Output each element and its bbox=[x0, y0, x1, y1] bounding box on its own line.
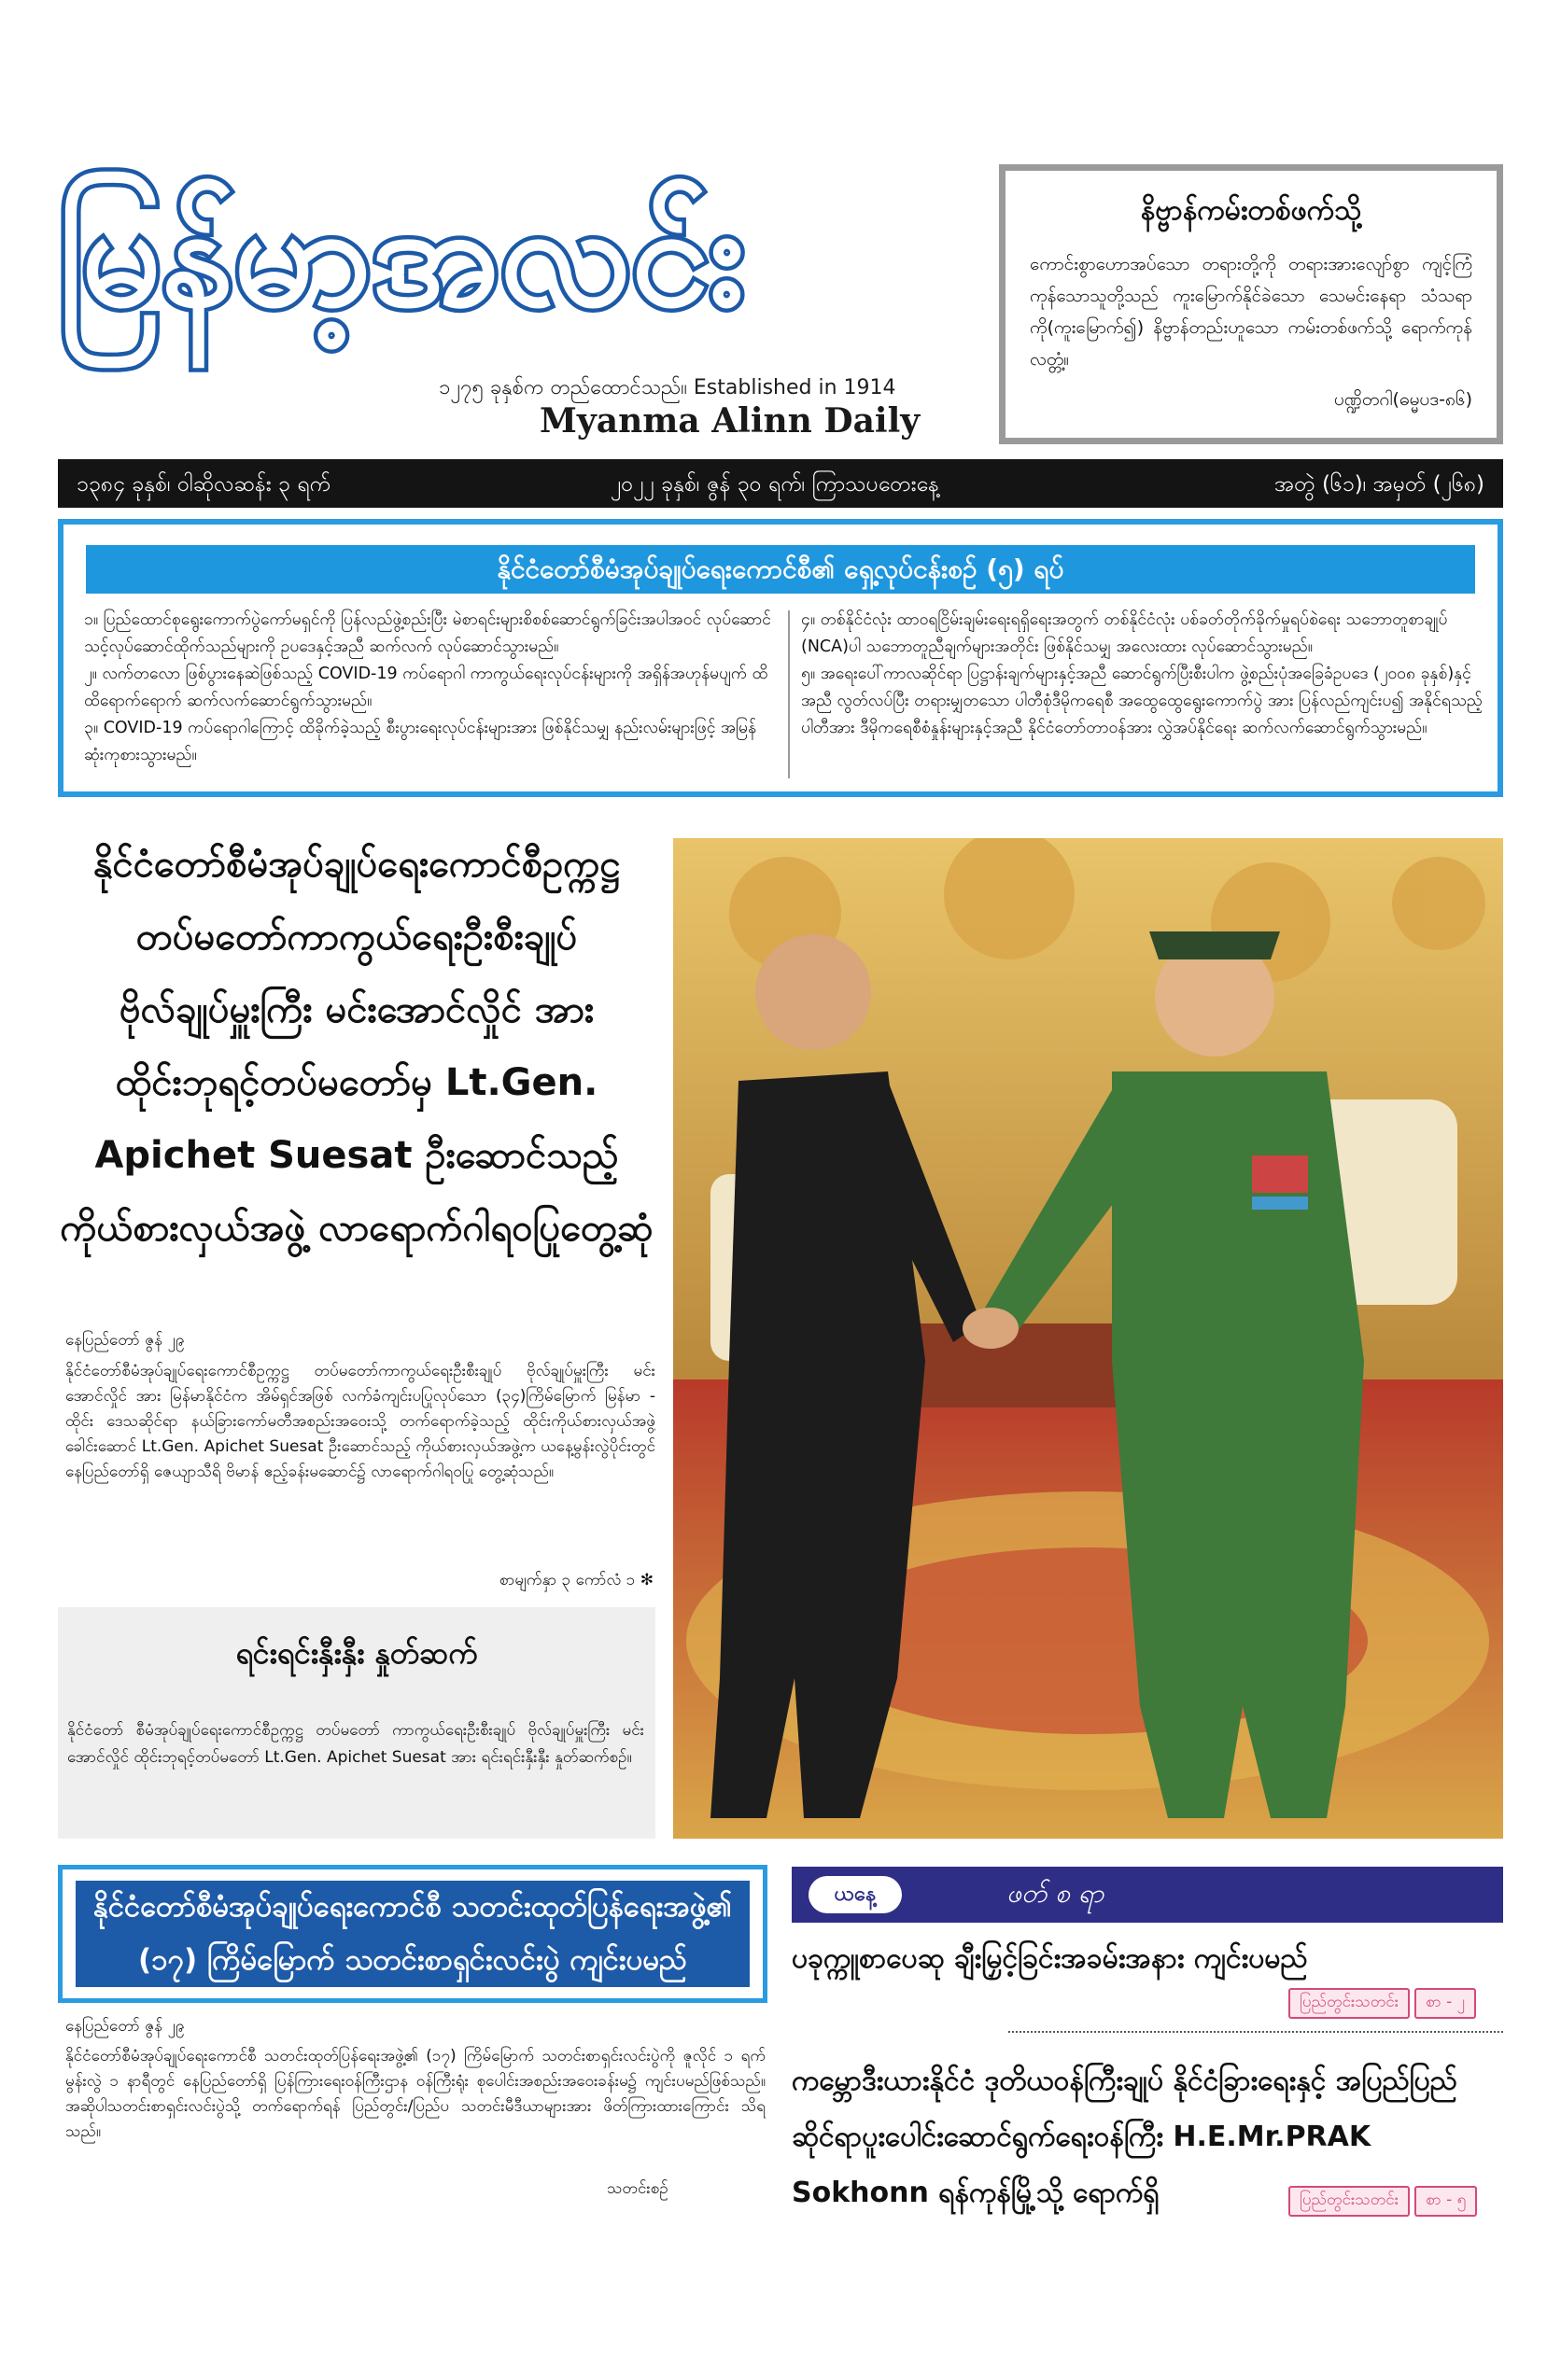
quote-text: ကောင်းစွာဟောအပ်သော တရားတို့ကို တရားအားလျော်စွာ ကျင့်ကြံကုန်သောသူတို့သည် ကူးမြောက်နိုင်ခဲသော သေမင်းနေရာ သံသရာကို(ကူးမြောက်၍) နိဗ္ဗာန်တည်းဟူသော ကမ်းတစ်ဖက်သို့ ရောက်ကုန်လတ္တံ့။ bbox=[1030, 254, 1472, 370]
section-tag: ပြည်တွင်းသတင်း bbox=[1288, 1988, 1410, 2019]
inside-bar bbox=[792, 1867, 1503, 1923]
divider bbox=[1008, 2031, 1503, 2033]
objectives-box bbox=[58, 519, 1503, 797]
myanmar-date: ၁၃၈၄ ခုနှစ်၊ ဝါဆိုလဆန်း ၃ ရက် bbox=[77, 472, 330, 497]
second-credit: သတင်းစဉ် bbox=[607, 2179, 668, 2198]
objective-item: ၂။ လက်တလော ဖြစ်ပွားနေဆဲဖြစ်သည့် COVID-19 ကပ်ရောဂါ ကာကွယ်ရေးလုပ်ငန်းများကို အရှိန်အဟုန်မပျက် ထိထိရောက်ရောက် ဆက်လက်ဆောင်ရွက်သွားမည်။ bbox=[84, 665, 768, 710]
headline-line: နိုင်ငံတော်စီမံအုပ်ချုပ်ရေးကောင်စီဥက္ကဋ္ဌ bbox=[92, 843, 621, 886]
lead-byline: နေပြည်တော် ဇွန် ၂၉ bbox=[65, 1331, 185, 1350]
lead-body: နိုင်ငံတော်စီမံအုပ်ချုပ်ရေးကောင်စီဥက္ကဋ္ဌ တပ်မတော်ကာကွယ်ရေးဦးစီးချုပ် ဗိုလ်ချုပ်မှူးကြီး မင်းအောင်လှိုင် အား မြန်မာနိုင်ငံက အိမ်ရှင်အဖြစ် လက်ခံကျင်းပပြုလုပ်သော (၃၄)ကြိမ်မြောက် မြန်မာ - ထိုင်း ဒေသဆိုင်ရာ နယ်ခြားကော်မတီအစည်းအဝေးသို့ တက်ရောက်ခဲ့သည့် ထိုင်းကိုယ်စားလှယ်အဖွဲ့ခေါင်းဆောင် Lt.Gen. Apichet Suesat ဦးဆောင်သည့် ကိုယ်စားလှယ်အဖွဲ့က ယနေ့မွန်းလွဲပိုင်းတွင် နေပြည်တော်ရှိ ဇေယျာသီရိ ဗိမာန် ဧည့်ခန်းမဆောင်၌ လာရောက်ဂါရဝပြု တွေ့ဆုံသည်။ bbox=[65, 1362, 655, 1481]
headline-line: ထိုင်းဘုရင့်တပ်မတော်မှ Lt.Gen. bbox=[115, 1061, 598, 1104]
objectives-divider bbox=[788, 610, 790, 778]
quote-box bbox=[999, 164, 1503, 444]
inside-item-headline[interactable]: ကမ္ဘောဒီးယားနိုင်ငံ ဒုတိယဝန်ကြီးချုပ် နိုင်ငံခြားရေးနှင့် အပြည်ပြည်ဆိုင်ရာပူးပေါင်းဆောင်ရွက်ရေးဝန်ကြီး H.E.Mr.PRAK Sokhonn ရန်ကုန်မြို့သို့ ရောက်ရှိ bbox=[792, 2065, 1457, 2209]
headline-line: တပ်မတော်ကာကွယ်ရေးဦးစီးချုပ် bbox=[135, 916, 578, 959]
headline-line: ဗိုလ်ချုပ်မှူးကြီး မင်းအောင်လှိုင် အား bbox=[119, 988, 595, 1031]
objectives-right bbox=[801, 607, 1492, 742]
objective-item: ၁။ ပြည်ထောင်စုရွေးကောက်ပွဲကော်မရှင်ကို ပြန်လည်ဖွဲ့စည်းပြီး မဲစာရင်းများစိစစ်ဆောင်ရွက်ခြင်းအပါအဝင် လုပ်ဆောင်သင့်လုပ်ဆောင်ထိုက်သည်များကို ဥပဒေနှင့်အညီ ဆက်လက် လုပ်ဆောင်သွားမည်။ bbox=[84, 610, 771, 656]
handshake-photo-illustration bbox=[673, 838, 1503, 1839]
headline-line: (၁၇) ကြိမ်မြောက် သတင်းစာရှင်းလင်းပွဲ ကျင်းပမည် bbox=[137, 1943, 688, 1977]
inside-pill: ယနေ့ bbox=[809, 1876, 902, 1913]
inside-item-headline[interactable]: ပခုက္ကူစာပေဆု ချီးမြှင့်ခြင်းအခမ်းအနား ကျင်းပမည် bbox=[792, 1942, 1308, 1975]
second-story-headline bbox=[76, 1881, 750, 1987]
objectives-left bbox=[84, 607, 775, 769]
volume-issue: အတွဲ (၆၁)၊ အမှတ် (၂၆၈) bbox=[1274, 472, 1484, 497]
caption-text: နိုင်ငံတော် စီမံအုပ်ချုပ်ရေးကောင်စီဥက္ကဋ္ဌ တပ်မတော် ကာကွယ်ရေးဦးစီးချုပ် ဗိုလ်ချုပ်မှူးကြီး မင်းအောင်လှိုင် ထိုင်းဘုရင့်တပ်မတော် Lt.Gen. Apichet Suesat အား ရင်းရင်းနှီးနှီး နှုတ်ဆက်စဉ်။ bbox=[67, 1721, 644, 1767]
english-name: Myanma Alinn Daily bbox=[540, 401, 921, 441]
objectives-title: နိုင်ငံတော်စီမံအုပ်ချုပ်ရေးကောင်စီ၏ ရှေ့လုပ်ငန်းစဉ် (၅) ရပ် bbox=[86, 545, 1475, 594]
photo-caption-box bbox=[58, 1607, 655, 1839]
masthead bbox=[0, 0, 1561, 457]
section-tag: ပြည်တွင်းသတင်း bbox=[1288, 2186, 1410, 2217]
page-tag: စာ - ၂ bbox=[1414, 1988, 1476, 2019]
lead-photo bbox=[673, 838, 1503, 1839]
established-line: ၁၂၇၅ ခုနှစ်က တည်ထောင်သည်။ Established in 1914 bbox=[439, 376, 896, 399]
masthead-title: မြန်မာ့အလင်း bbox=[58, 175, 745, 338]
inside-item-tags bbox=[1288, 1988, 1476, 2019]
headline-line: ကိုယ်စားလှယ်အဖွဲ့ လာရောက်ဂါရဝပြုတွေ့ဆုံ bbox=[60, 1207, 654, 1250]
gregorian-date: ၂၀၂၂ ခုနှစ်၊ ဇွန် ၃၀ ရက်၊ ကြာသပတေးနေ့ bbox=[611, 472, 939, 497]
inside-label: ဖတ် စ ရာ bbox=[1006, 1878, 1104, 1909]
headline-line: နိုင်ငံတော်စီမံအုပ်ချုပ်ရေးကောင်စီ သတင်းထုတ်ပြန်ရေးအဖွဲ့၏ bbox=[92, 1890, 733, 1924]
second-story-headline-box bbox=[58, 1865, 767, 2003]
dateline-bar bbox=[58, 459, 1503, 508]
continued-note: စာမျက်နှာ ၃ ကော်လံ ၁ ✻ bbox=[499, 1571, 654, 1589]
headline-line: Apichet Suesat ဦးဆောင်သည့် bbox=[94, 1134, 619, 1177]
second-byline: နေပြည်တော် ဇွန် ၂၉ bbox=[65, 2017, 185, 2036]
page-tag: စာ - ၅ bbox=[1414, 2186, 1477, 2217]
second-body: နိုင်ငံတော်စီမံအုပ်ချုပ်ရေးကောင်စီ သတင်းထုတ်ပြန်ရေးအဖွဲ့၏ (၁၇) ကြိမ်မြောက် သတင်းစာရှင်းလင်းပွဲကို ဇူလိုင် ၁ ရက် မွန်းလွဲ ၁ နာရီတွင် နေပြည်တော်ရှိ ပြန်ကြားရေးဝန်ကြီးဌာန ဝန်ကြီးရုံး စုပေါင်းအစည်းအဝေးခန်းမ၌ ကျင်းပမည်ဖြစ်သည်။ အဆိုပါသတင်းစာရှင်းလင်းပွဲသို့ တက်ရောက်ရန် ပြည်တွင်း/ပြည်ပ သတင်းမီဒီယာများအား ဖိတ်ကြားထားကြောင်း သိရသည်။ bbox=[65, 2047, 766, 2141]
caption-title: ရင်းရင်းနှီးနှီး နှုတ်ဆက် bbox=[235, 1635, 478, 1671]
objective-item: ၅။ အရေးပေါ်ကာလဆိုင်ရာ ပြဋ္ဌာန်းချက်များနှင့်အညီ ဆောင်ရွက်ပြီးစီးပါက ဖွဲ့စည်းပုံအခြေခံဥပဒေ (၂၀၀၈ ခုနှစ်)နှင့်အညီ လွတ်လပ်ပြီး တရားမျှတသော ပါတီစုံဒီမိုကရေစီ အထွေထွေရွေးကောက်ပွဲ အား ပြန်လည်ကျင်းပ၍ အနိုင်ရသည့်ပါတီအား ဒီမိုကရေစီစံနှုန်းများနှင့်အညီ နိုင်ငံတော်တာဝန်အား လွှဲအပ်နိုင်ရေး ဆက်လက်ဆောင်ရွက်သွားမည်။ bbox=[801, 665, 1483, 737]
quote-source: ပဏ္ဍိတဂါ(ဓမ္မပဒ-၈၆) bbox=[1333, 389, 1472, 410]
objective-item: ၃။ COVID-19 ကပ်ရောဂါကြောင့် ထိခိုက်ခဲ့သည့် စီးပွားရေးလုပ်ငန်းများအား ဖြစ်နိုင်သမျှ နည်းလမ်းများဖြင့် အမြန်ဆုံးကုစားသွားမည်။ bbox=[84, 719, 757, 764]
inside-item-tags bbox=[1288, 2186, 1477, 2217]
quote-title: နိဗ္ဗာန်ကမ်းတစ်ဖက်သို့ bbox=[1140, 194, 1362, 227]
objective-item: ၄။ တစ်နိုင်ငံလုံး ထာဝရငြိမ်းချမ်းရေးရရှိရေးအတွက် တစ်နိုင်ငံလုံး ပစ်ခတ်တိုက်ခိုက်မှုရပ်စဲရေး သဘောတူစာချုပ် (NCA)ပါ သဘောတူညီချက်များအတိုင်း ဖြစ်နိုင်သမျှ အလေးထား လုပ်ဆောင်သွားမည်။ bbox=[801, 610, 1448, 656]
